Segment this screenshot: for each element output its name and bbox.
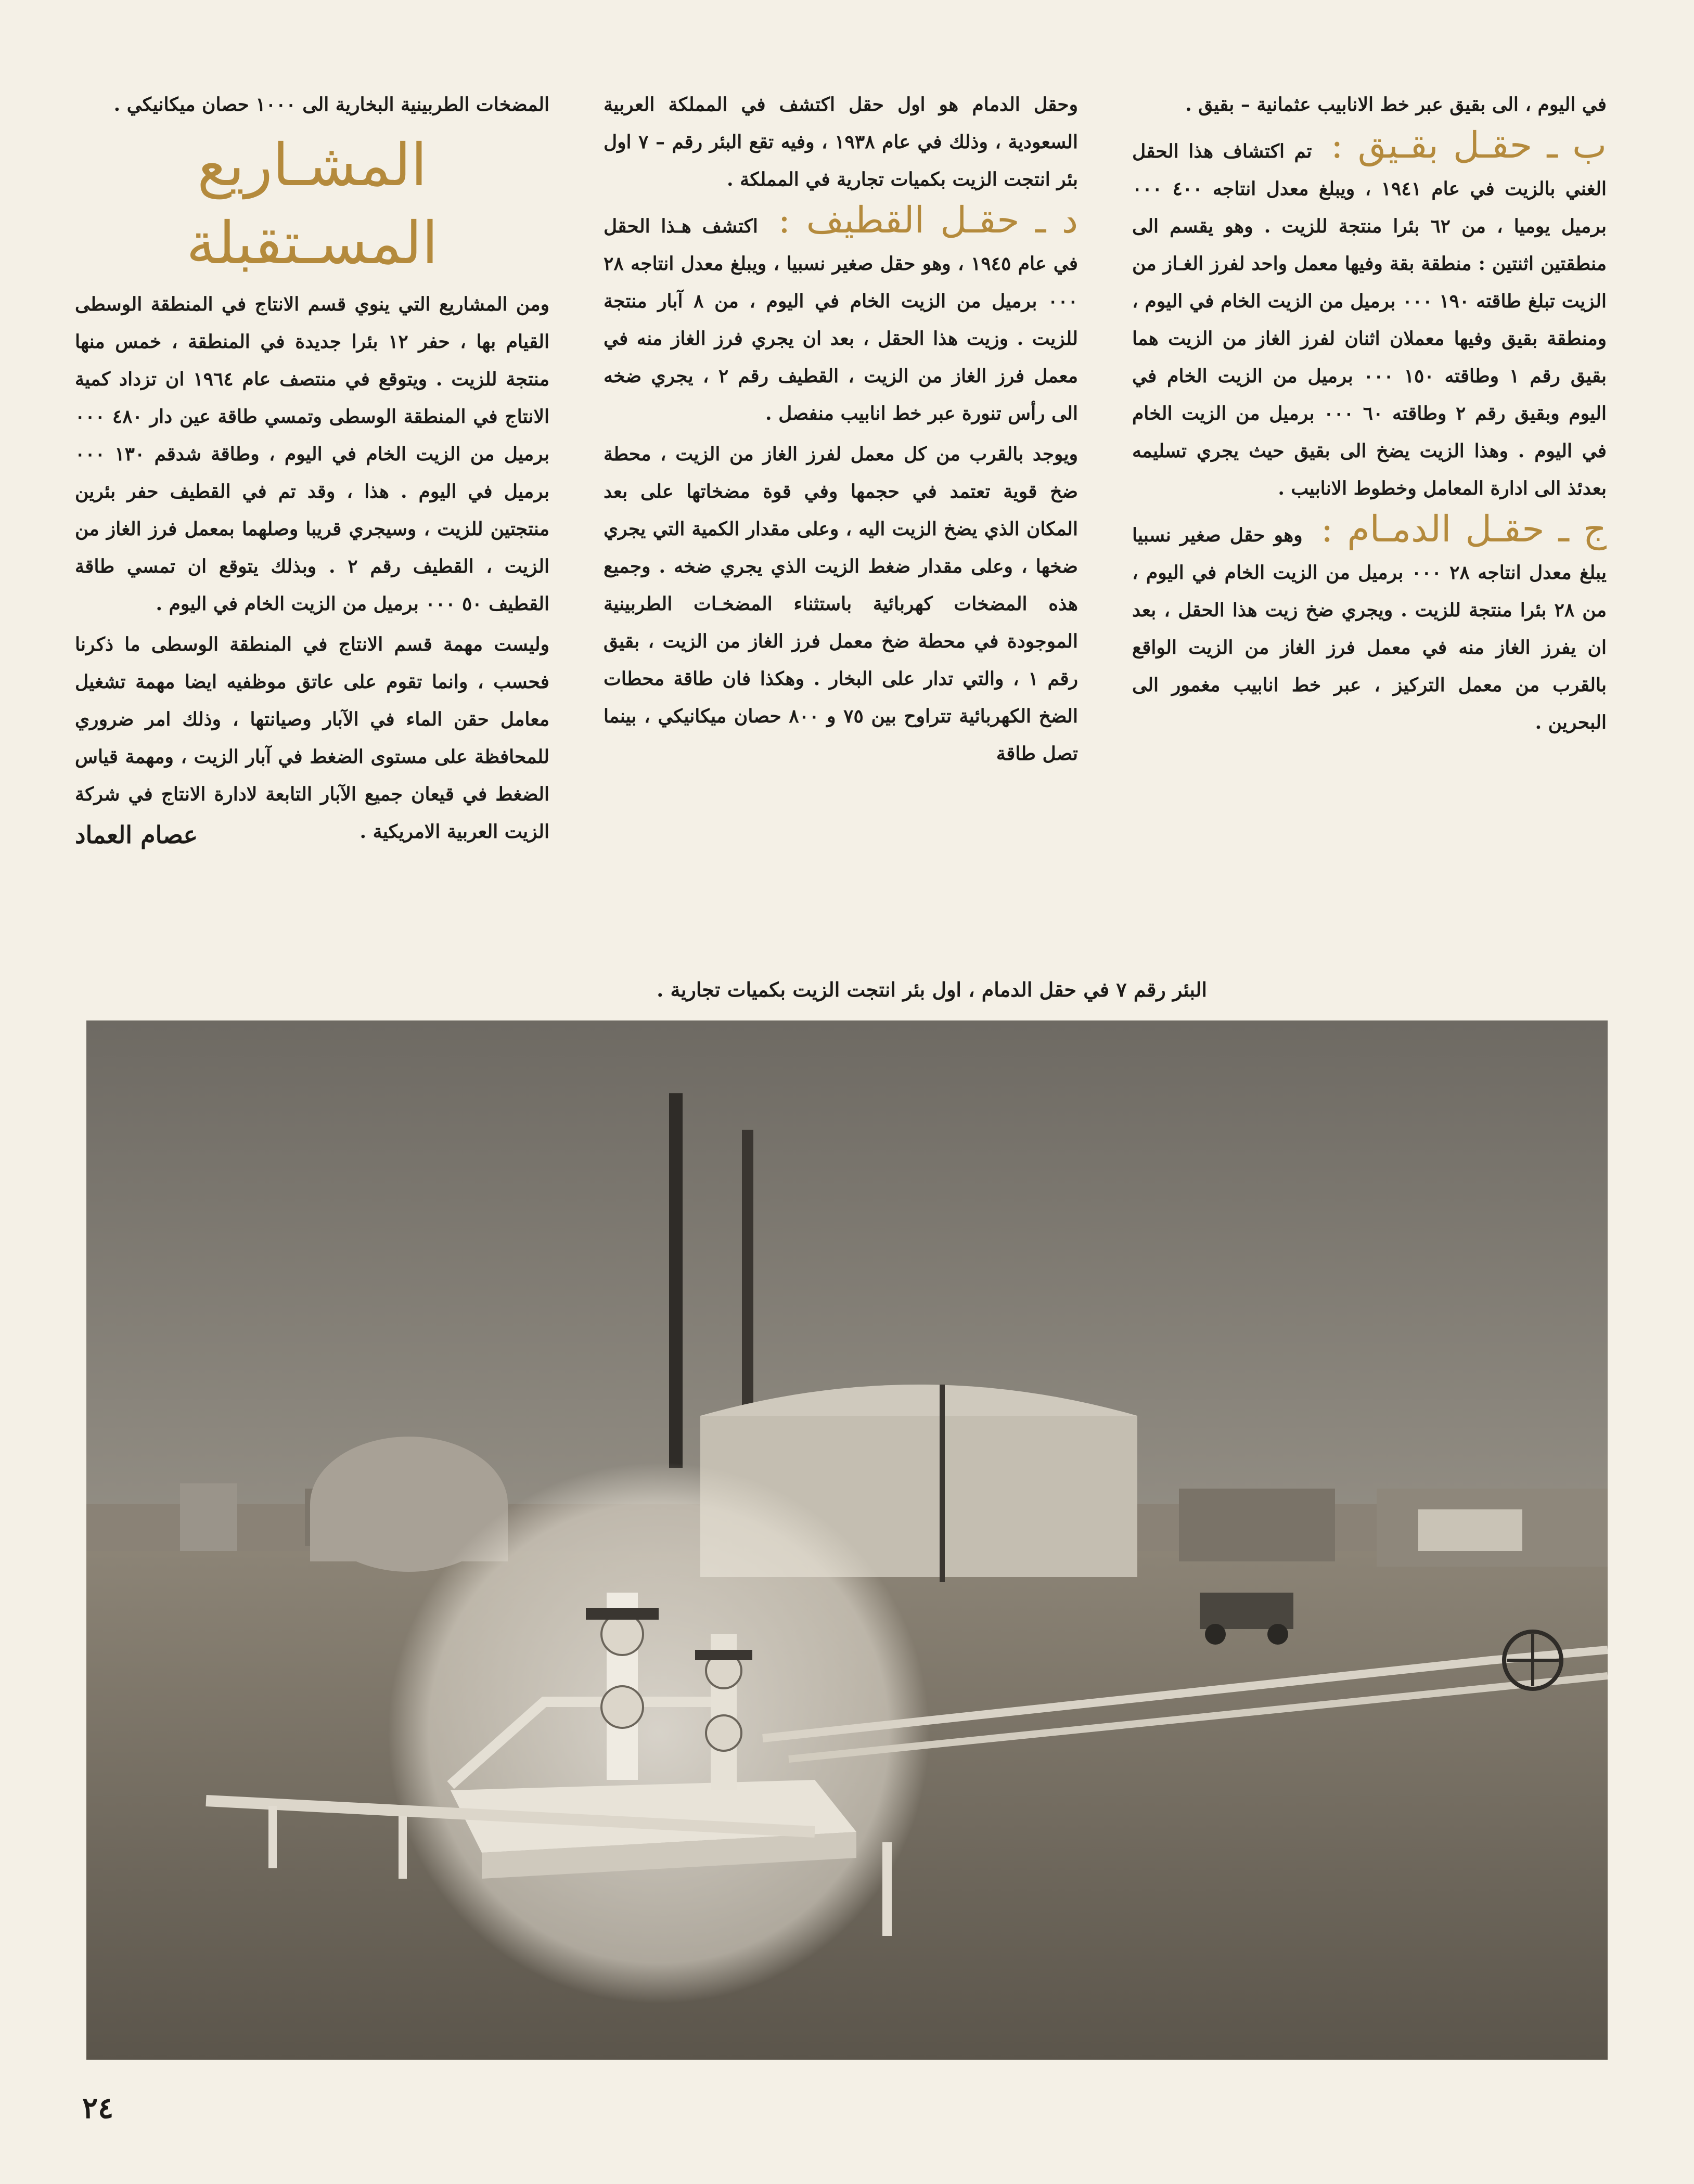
paragraph: ويوجد بالقرب من كل معمل لفرز الغاز من الزيت ، محطة ضخ قوية تعتمد في حجمها وفي قوة مضخاتها على بعد المكان الذي يضخ الزيت اليه ، وعلى مقدار الكمية التي يجري ضخها ، وعلى مقدار ضغط الزيت الذي يجري ضخه . وجميع هذه المضخات كهربائية باستثناء المضخـات الطربينية الموجودة في محطة ضخ معمل فرز الغاز من الزيت ، بقيق رقم ١ ، والتي تدار على البخار . وهكذا فان طاقة محطات الضخ الكهربائية تتراوح بين ٧٥ و ٨٠٠ حصان ميكانيكي ، بينما تصل طاقة [604,443,1078,765]
paragraph [1132,510,1607,741]
photo-caption: البئر رقم ٧ في حقل الدمام ، اول بئر انتجت الزيت بكميات تجارية . [657,978,1207,1001]
paragraph-text: تم اكتشاف هذا الحقل الغني بالزيت في عام ١٩٤١ ، ويبلغ معدل انتاجه ٤٠٠ ٠٠٠ برميل يوميا ، من ٦٢ بئرا منتجة للزيت . وهو يقسم الى منطقتين اثنتين : منطقة بقة وفيها معمل واحد لفرز الغـاز من الزيت تبلغ طاقته ١٩٠ ٠٠٠ برميل من الزيت الخام في اليوم ، ومنطقة بقيق وفيها معملان اثنان لفرز الغاز من الزيت هما بقيق رقم ١ وطاقته ١٥٠ ٠٠٠ برميل من الزيت الخام في اليوم وبقيق رقم ٢ وطاقته ٦٠ ٠٠٠ برميل من الزيت الخام في اليوم . وهذا الزيت يضخ الى بقيق حيث يجري تسليمه بعدئذ الى ادارة المعامل وخطوط الانابيب . [1132,140,1607,499]
paragraph: وليست مهمة قسم الانتاج في المنطقة الوسطى ما ذكرنا فحسب ، وانما تقوم على عاتق موظفيه ايضا مهمة تشغيل معامل حقن الماء في الآبار وصيانتها ، وذلك امر ضروري للمحافظة على مستوى الضغط في آبار الزيت ، ومهمة قياس الضغط في قيعان جميع الآبار التابعة لادارة الانتاج في شركة الزيت العربية الامريكية . [75,634,549,843]
heading-abqaiq-field: ب ـ حقـل بقـيق : [1330,124,1607,166]
heading-dammam-field: ج ـ حقـل الدمـام : [1320,508,1607,550]
author-signature: عصام العماد [75,821,198,849]
paragraph: وحقل الدمام هو اول حقل اكتشف في المملكة العربية السعودية ، وذلك في عام ١٩٣٨ ، وفيه تقع البئر رقم – ٧ اول بئر انتجت الزيت بكميات تجارية في المملكة . [604,94,1078,190]
paragraph: في اليوم ، الى بقيق عبر خط الانابيب عثمانية – بقيق . [1185,94,1607,115]
heading-qatif-field: د ـ حقـل القطيف : [778,199,1078,241]
page-number: ٢٤ [82,2091,114,2125]
photo-dammam-well-7 [86,1020,1608,2060]
paragraph: ومن المشاريع التي ينوي قسم الانتاج في المنطقة الوسطى القيام بها ، حفر ١٢ بئرا جديدة في المنطقة ، خمس منها منتجة للزيت . ويتوقع في منتصف عام ١٩٦٤ ان تزداد كمية الانتاج في المنطقة الوسطى وتمسي طاقة عين دار ٤٨٠ ٠٠٠ برميل من الزيت الخام في اليوم ، وطاقة شدقم ١٣٠ ٠٠٠ برميل في اليوم . هذا ، وقد تم في القطيف حفر بئرين منتجتين للزيت ، وسيجري قريبا وصلهما بمعمل فرز الغاز من الزيت ، القطيف رقم ٢ . وبذلك يتوقع ان تمسي طاقة القطيف ٥٠ ٠٠٠ برميل من الزيت الخام في اليوم . [75,293,549,615]
paragraph-text: وهو حقل صغير نسبيا يبلغ معدل انتاجه ٢٨ ٠٠٠ برميل من الزيت الخام في اليوم ، من ٢٨ بئرا منتجة للزيت . ويجري ضخ زيت هذا الحقل ، بعد ان يفرز الغاز منه في معمل فرز الغاز من الزيت الواقع بالقرب من معمل التركيز ، عبر خط انابيب مغمور الى البحرين . [1132,524,1607,733]
paragraph [1132,126,1607,507]
text-column-left [75,86,549,939]
photo-illustration [86,1020,1608,2060]
paragraph [604,201,1078,432]
paragraph: المضخات الطربينية البخارية الى ١٠٠٠ حصان ميكانيكي . [113,94,549,115]
text-column-right [1132,86,1607,939]
heading-future-projects: المشـاريع المسـتقبلة [186,132,439,277]
text-column-middle [604,86,1078,939]
paragraph-text: اكتشف هـذا الحقل في عام ١٩٤٥ ، وهو حقل صغير نسبيا ، ويبلغ معدل انتاجه ٢٨ ٠٠٠ برميل من الزيت الخام في اليوم ، من ٨ آبار منتجة للزيت . وزيت هذا الحقل ، بعد ان يجري فرز الغاز منه في معمل فرز الغاز من الزيت ، القطيف رقم ٢ ، يجري ضخه الى رأس تنورة عبر خط انابيب منفصل . [604,215,1078,424]
